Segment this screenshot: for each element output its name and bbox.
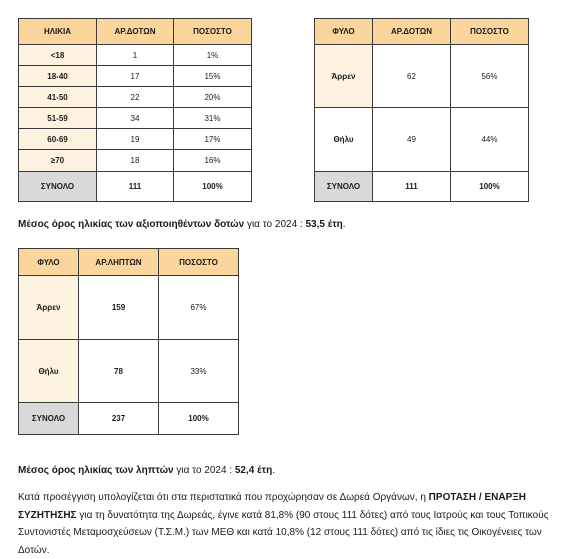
table-row bbox=[19, 108, 252, 129]
table-row bbox=[19, 129, 252, 150]
age-group-label: ≥70 bbox=[19, 150, 97, 172]
recipient-count: 78 bbox=[79, 340, 159, 403]
total-label: ΣΥΝΟΛΟ bbox=[19, 172, 97, 202]
percentage: 20% bbox=[174, 87, 252, 108]
recipient-average-age-text bbox=[18, 464, 275, 478]
percentage: 16% bbox=[174, 150, 252, 172]
donor-count: 17 bbox=[97, 66, 174, 87]
donor-count: 19 bbox=[97, 129, 174, 150]
percentage: 17% bbox=[174, 129, 252, 150]
period: . bbox=[342, 219, 346, 230]
percentage: 31% bbox=[174, 108, 252, 129]
percentage: 15% bbox=[174, 66, 252, 87]
donor-count: 49 bbox=[373, 108, 451, 172]
percentage: 44% bbox=[451, 108, 529, 172]
recipient-average-age-label: Μέσος όρος ηλικίας των ληπτών bbox=[18, 465, 174, 476]
total-row bbox=[19, 172, 252, 202]
proposal-paragraph bbox=[18, 489, 558, 559]
age-group-label: 18-40 bbox=[19, 66, 97, 87]
total-label: ΣΥΝΟΛΟ bbox=[315, 172, 373, 202]
header-gender: ΦΥΛΟ bbox=[19, 249, 79, 276]
age-group-label: <18 bbox=[19, 45, 97, 66]
donor-count: 22 bbox=[97, 87, 174, 108]
donor-count: 34 bbox=[97, 108, 174, 129]
total-count: 111 bbox=[97, 172, 174, 202]
total-percentage: 100% bbox=[451, 172, 529, 202]
period: . bbox=[272, 465, 275, 476]
percentage: 33% bbox=[159, 340, 239, 403]
header-percentage: ΠΟΣΟΣΤΟ bbox=[159, 249, 239, 276]
header-percentage: ΠΟΣΟΣΤΟ bbox=[451, 19, 529, 45]
recipient-gender-table bbox=[18, 248, 239, 435]
donor-count: 62 bbox=[373, 45, 451, 108]
total-label: ΣΥΝΟΛΟ bbox=[19, 403, 79, 435]
percentage: 56% bbox=[451, 45, 529, 108]
percentage: 67% bbox=[159, 276, 239, 340]
donor-count: 18 bbox=[97, 150, 174, 172]
table-header-row bbox=[19, 249, 239, 276]
table-row bbox=[315, 45, 529, 108]
table-row bbox=[19, 276, 239, 340]
gender-label: Άρρεν bbox=[19, 276, 79, 340]
recipient-count: 159 bbox=[79, 276, 159, 340]
total-row bbox=[19, 403, 239, 435]
recipient-average-age-value: 52,4 έτη bbox=[234, 465, 273, 476]
gender-label: Θήλυ bbox=[19, 340, 79, 403]
paragraph-text-start: Κατά προσέγγιση υπολογίζεται ότι στα περιστατικά που προχώρησαν σε Δωρεά Οργάνων, η bbox=[18, 492, 429, 503]
donor-gender-table bbox=[314, 18, 529, 202]
paragraph-text-end: για τη δυνατότητα της Δωρεάς, έγινε κατά 81,8% (90 στους 111 δότες) από τους Ιατρούς και τους Τοπικούς Συντονιστές Μεταμοσχεύσεων (Τ.Σ.Μ.) των ΜΕΘ και κατά 10,8% (12 στους 111 δότες) από τις ίδιες τις Οικογένειες των Δοτών. bbox=[18, 509, 549, 556]
age-distribution-table bbox=[18, 18, 252, 202]
age-group-label: 60-69 bbox=[19, 129, 97, 150]
table-row bbox=[315, 108, 529, 172]
total-percentage: 100% bbox=[159, 403, 239, 435]
header-age: ΗΛΙΚΙΑ bbox=[19, 19, 97, 45]
paragraph-emphasis: ΠΡΟΤΑΣΗ / ΕΝΑΡΞΗ ΣΥΖΗΤΗΣΗΣ bbox=[18, 492, 526, 521]
table-header-row bbox=[19, 19, 252, 45]
donor-average-age-value: 53,5 έτη bbox=[305, 219, 343, 230]
table-row bbox=[19, 150, 252, 172]
header-percentage: ΠΟΣΟΣΤΟ bbox=[174, 19, 252, 45]
donor-average-age-label: Μέσος όρος ηλικίας των αξιοποιηθέντων δοτών bbox=[18, 219, 245, 230]
table-row bbox=[19, 66, 252, 87]
table-row bbox=[19, 340, 239, 403]
donor-average-age-text bbox=[18, 218, 346, 232]
total-percentage: 100% bbox=[174, 172, 252, 202]
age-group-label: 51-59 bbox=[19, 108, 97, 129]
donor-count: 1 bbox=[97, 45, 174, 66]
table-row bbox=[19, 45, 252, 66]
gender-label: Άρρεν bbox=[315, 45, 373, 108]
age-group-label: 41-50 bbox=[19, 87, 97, 108]
recipient-average-age-year: για το 2024 : bbox=[173, 465, 235, 476]
header-donor-count: ΑΡ.ΔΟΤΩΝ bbox=[373, 19, 451, 45]
table-row bbox=[19, 87, 252, 108]
header-gender: ΦΥΛΟ bbox=[315, 19, 373, 45]
percentage: 1% bbox=[174, 45, 252, 66]
total-row bbox=[315, 172, 529, 202]
header-recipient-count: ΑΡ.ΛΗΠΤΩΝ bbox=[79, 249, 159, 276]
table-header-row bbox=[315, 19, 529, 45]
total-count: 111 bbox=[373, 172, 451, 202]
total-count: 237 bbox=[79, 403, 159, 435]
header-donor-count: ΑΡ.ΔΟΤΩΝ bbox=[97, 19, 174, 45]
donor-average-age-year: για το 2024 : bbox=[244, 219, 306, 230]
gender-label: Θήλυ bbox=[315, 108, 373, 172]
